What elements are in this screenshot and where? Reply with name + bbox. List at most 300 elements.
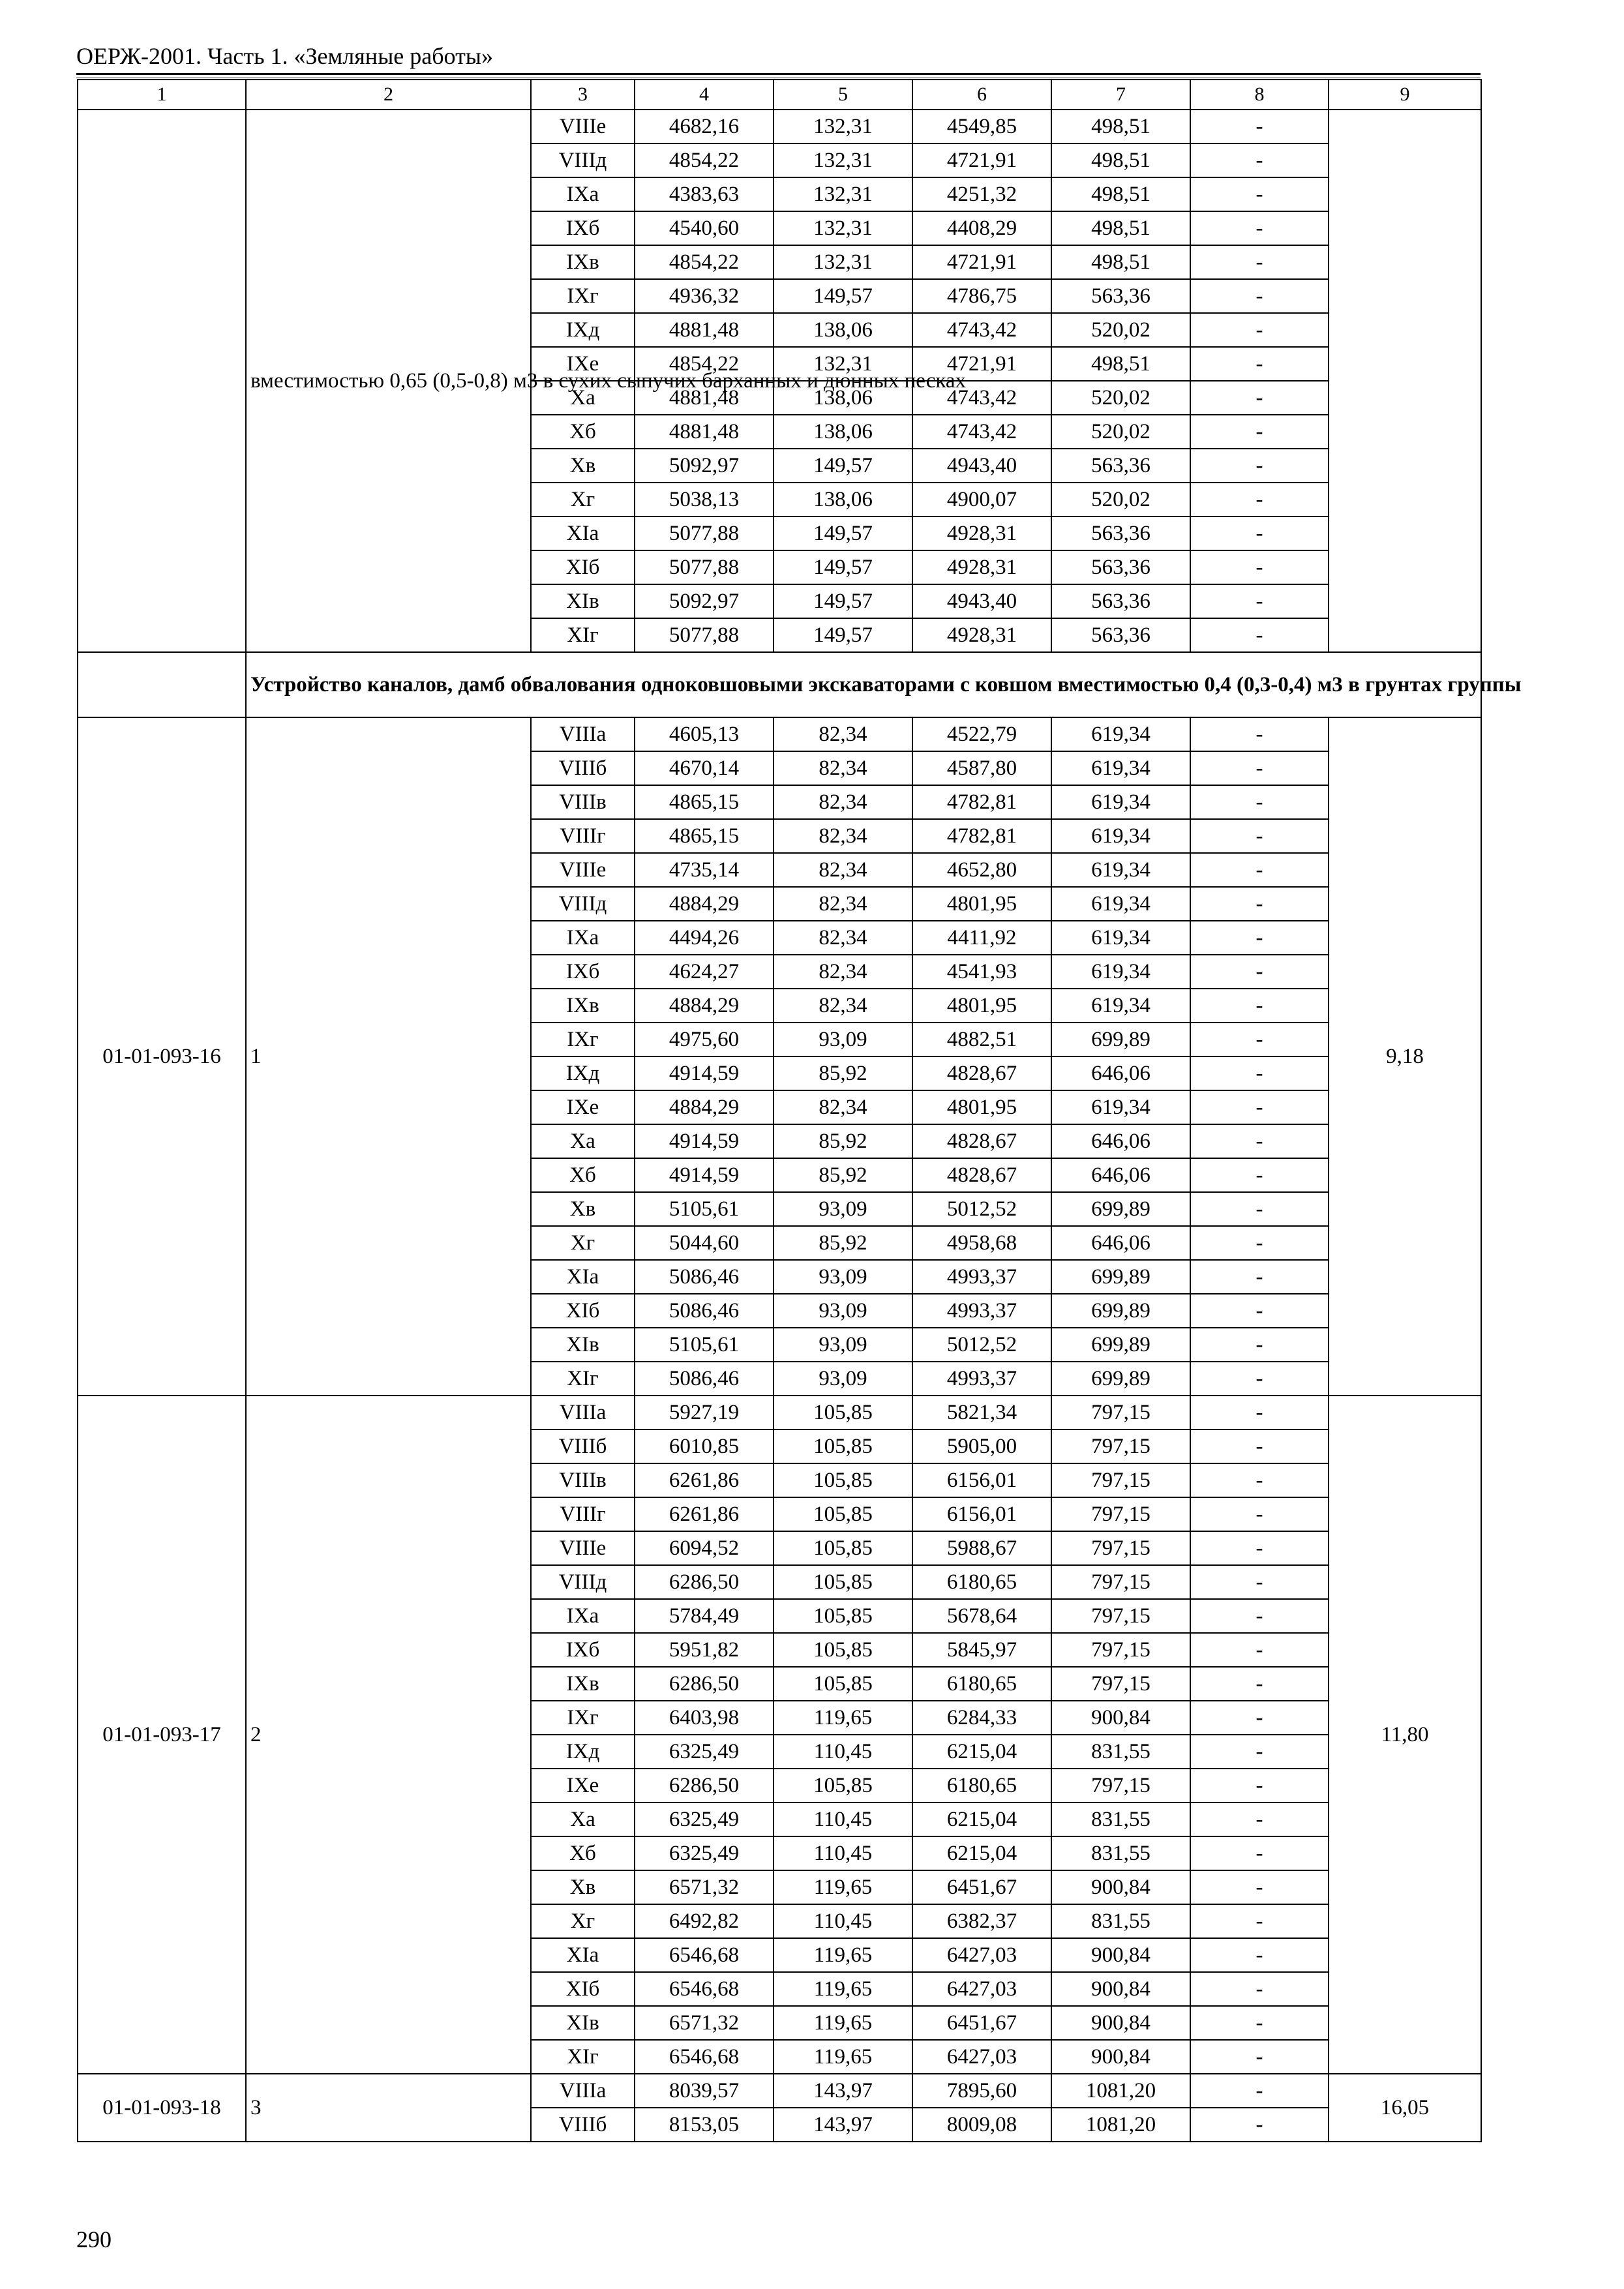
column-header: 4	[635, 80, 774, 110]
machinist-wage-cell: 520,02	[1051, 483, 1190, 516]
wage-cost-cell: 119,65	[774, 1870, 912, 1904]
material-cost-cell: -	[1190, 516, 1329, 550]
machine-cost-cell: 4928,31	[912, 550, 1051, 584]
column-header: 8	[1190, 80, 1329, 110]
total-cost-cell: 6571,32	[635, 1870, 774, 1904]
table-row	[78, 717, 1481, 751]
total-cost-cell: 4624,27	[635, 955, 774, 989]
wage-cost-cell: 105,85	[774, 1429, 912, 1463]
soil-group-cell: VIIIе	[531, 110, 635, 143]
total-cost-cell: 4605,13	[635, 717, 774, 751]
machinist-wage-cell: 619,34	[1051, 819, 1190, 853]
material-cost-cell: -	[1190, 584, 1329, 618]
wage-cost-cell: 82,34	[774, 853, 912, 887]
material-cost-cell: -	[1190, 887, 1329, 921]
labor-cost-cell: 11,80	[1329, 1396, 1481, 2074]
wage-cost-cell: 110,45	[774, 1904, 912, 1938]
material-cost-cell: -	[1190, 143, 1329, 177]
soil-group-cell: IXг	[531, 1701, 635, 1735]
machinist-wage-cell: 797,15	[1051, 1429, 1190, 1463]
machine-cost-cell: 4900,07	[912, 483, 1051, 516]
total-cost-cell: 5784,49	[635, 1599, 774, 1633]
machine-cost-cell: 6156,01	[912, 1497, 1051, 1531]
soil-group-cell: Xг	[531, 1226, 635, 1260]
machinist-wage-cell: 797,15	[1051, 1396, 1190, 1429]
table-row	[78, 1396, 1481, 1429]
material-cost-cell: -	[1190, 2108, 1329, 2142]
machinist-wage-cell: 900,84	[1051, 1701, 1190, 1735]
total-cost-cell: 4865,15	[635, 785, 774, 819]
material-cost-cell: -	[1190, 618, 1329, 652]
material-cost-cell: -	[1190, 1023, 1329, 1056]
total-cost-cell: 6546,68	[635, 2040, 774, 2074]
page-header: ОЕРЖ-2001. Часть 1. «Земляные работы»	[76, 43, 493, 69]
wage-cost-cell: 110,45	[774, 1735, 912, 1769]
machinist-wage-cell: 699,89	[1051, 1294, 1190, 1328]
soil-group-cell: VIIIг	[531, 1497, 635, 1531]
total-cost-cell: 4881,48	[635, 313, 774, 347]
wage-cost-cell: 85,92	[774, 1226, 912, 1260]
material-cost-cell: -	[1190, 1531, 1329, 1565]
machinist-wage-cell: 699,89	[1051, 1023, 1190, 1056]
material-cost-cell: -	[1190, 853, 1329, 887]
machinist-wage-cell: 831,55	[1051, 1904, 1190, 1938]
machine-cost-cell: 4801,95	[912, 1090, 1051, 1124]
machine-cost-cell: 6427,03	[912, 1938, 1051, 1972]
material-cost-cell: -	[1190, 1803, 1329, 1836]
total-cost-cell: 4854,22	[635, 245, 774, 279]
total-cost-cell: 4494,26	[635, 921, 774, 955]
rate-code-cell: 01-01-093-16	[78, 717, 246, 1396]
total-cost-cell: 4975,60	[635, 1023, 774, 1056]
total-cost-cell: 4854,22	[635, 347, 774, 381]
machine-cost-cell: 6180,65	[912, 1769, 1051, 1803]
table-row	[78, 110, 1481, 143]
machinist-wage-cell: 619,34	[1051, 989, 1190, 1023]
soil-group-cell: Xг	[531, 1904, 635, 1938]
machine-cost-cell: 5905,00	[912, 1429, 1051, 1463]
total-cost-cell: 5086,46	[635, 1260, 774, 1294]
machinist-wage-cell: 619,34	[1051, 785, 1190, 819]
machinist-wage-cell: 699,89	[1051, 1260, 1190, 1294]
machine-cost-cell: 4549,85	[912, 110, 1051, 143]
machine-cost-cell: 4828,67	[912, 1124, 1051, 1158]
material-cost-cell: -	[1190, 2040, 1329, 2074]
wage-cost-cell: 149,57	[774, 618, 912, 652]
machine-cost-cell: 4943,40	[912, 449, 1051, 483]
material-cost-cell: -	[1190, 1599, 1329, 1633]
material-cost-cell: -	[1190, 1362, 1329, 1396]
total-cost-cell: 4540,60	[635, 211, 774, 245]
machine-cost-cell: 6215,04	[912, 1836, 1051, 1870]
material-cost-cell: -	[1190, 1870, 1329, 1904]
soil-group-cell: XIг	[531, 2040, 635, 2074]
machinist-wage-cell: 699,89	[1051, 1328, 1190, 1362]
wage-cost-cell: 82,34	[774, 921, 912, 955]
total-cost-cell: 5092,97	[635, 449, 774, 483]
soil-group-cell: IXе	[531, 1769, 635, 1803]
soil-group-cell: VIIIб	[531, 751, 635, 785]
material-cost-cell: -	[1190, 1328, 1329, 1362]
soil-group-cell: XIa	[531, 1260, 635, 1294]
wage-cost-cell: 110,45	[774, 1836, 912, 1870]
machinist-wage-cell: 1081,20	[1051, 2074, 1190, 2108]
machine-cost-cell: 4993,37	[912, 1260, 1051, 1294]
total-cost-cell: 5077,88	[635, 516, 774, 550]
material-cost-cell: -	[1190, 1260, 1329, 1294]
soil-group-cell: Xв	[531, 1870, 635, 1904]
rate-code-cell	[78, 110, 246, 652]
soil-group-cell: VIIIе	[531, 853, 635, 887]
soil-group-cell: IXв	[531, 1667, 635, 1701]
page-number: 290	[76, 2226, 112, 2252]
machine-cost-cell: 4743,42	[912, 415, 1051, 449]
material-cost-cell: -	[1190, 717, 1329, 751]
machinist-wage-cell: 563,36	[1051, 550, 1190, 584]
material-cost-cell: -	[1190, 1633, 1329, 1667]
machine-cost-cell: 4251,32	[912, 177, 1051, 211]
total-cost-cell: 6325,49	[635, 1735, 774, 1769]
machine-cost-cell: 4801,95	[912, 989, 1051, 1023]
soil-group-cell: IXд	[531, 313, 635, 347]
section-spacer-cell	[78, 652, 246, 717]
soil-group-cell: VIIIб	[531, 1429, 635, 1463]
section-title-row	[78, 652, 1481, 717]
material-cost-cell: -	[1190, 1226, 1329, 1260]
machinist-wage-cell: 498,51	[1051, 110, 1190, 143]
wage-cost-cell: 119,65	[774, 2040, 912, 2074]
material-cost-cell: -	[1190, 245, 1329, 279]
soil-group-cell: VIIIе	[531, 1531, 635, 1565]
total-cost-cell: 8039,57	[635, 2074, 774, 2108]
material-cost-cell: -	[1190, 1294, 1329, 1328]
labor-cost-cell: 9,18	[1329, 717, 1481, 1396]
material-cost-cell: -	[1190, 1429, 1329, 1463]
machine-cost-cell: 6215,04	[912, 1735, 1051, 1769]
machinist-wage-cell: 900,84	[1051, 1870, 1190, 1904]
machinist-wage-cell: 900,84	[1051, 1938, 1190, 1972]
wage-cost-cell: 132,31	[774, 211, 912, 245]
total-cost-cell: 6094,52	[635, 1531, 774, 1565]
machine-cost-cell: 6215,04	[912, 1803, 1051, 1836]
machinist-wage-cell: 797,15	[1051, 1531, 1190, 1565]
total-cost-cell: 6403,98	[635, 1701, 774, 1735]
material-cost-cell: -	[1190, 483, 1329, 516]
total-cost-cell: 4884,29	[635, 989, 774, 1023]
wage-cost-cell: 82,34	[774, 1090, 912, 1124]
machine-cost-cell: 5678,64	[912, 1599, 1051, 1633]
machine-cost-cell: 4541,93	[912, 955, 1051, 989]
total-cost-cell: 8153,05	[635, 2108, 774, 2142]
total-cost-cell: 4865,15	[635, 819, 774, 853]
total-cost-cell: 5105,61	[635, 1192, 774, 1226]
machine-cost-cell: 4721,91	[912, 245, 1051, 279]
soil-group-cell: Xб	[531, 1158, 635, 1192]
machinist-wage-cell: 699,89	[1051, 1362, 1190, 1396]
wage-cost-cell: 82,34	[774, 989, 912, 1023]
material-cost-cell: -	[1190, 785, 1329, 819]
rates-table	[77, 79, 1522, 2142]
machine-cost-cell: 4721,91	[912, 347, 1051, 381]
total-cost-cell: 6546,68	[635, 1972, 774, 2006]
machinist-wage-cell: 831,55	[1051, 1735, 1190, 1769]
machinist-wage-cell: 498,51	[1051, 177, 1190, 211]
wage-cost-cell: 82,34	[774, 751, 912, 785]
total-cost-cell: 4854,22	[635, 143, 774, 177]
material-cost-cell: -	[1190, 1836, 1329, 1870]
wage-cost-cell: 105,85	[774, 1633, 912, 1667]
soil-group-cell: Xв	[531, 1192, 635, 1226]
machinist-wage-cell: 797,15	[1051, 1599, 1190, 1633]
machinist-wage-cell: 619,34	[1051, 751, 1190, 785]
total-cost-cell: 5951,82	[635, 1633, 774, 1667]
total-cost-cell: 6286,50	[635, 1769, 774, 1803]
machine-cost-cell: 6284,33	[912, 1701, 1051, 1735]
wage-cost-cell: 119,65	[774, 1701, 912, 1735]
machine-cost-cell: 4782,81	[912, 819, 1051, 853]
soil-group-cell: IXб	[531, 211, 635, 245]
material-cost-cell: -	[1190, 177, 1329, 211]
wage-cost-cell: 132,31	[774, 110, 912, 143]
wage-cost-cell: 132,31	[774, 245, 912, 279]
machinist-wage-cell: 563,36	[1051, 516, 1190, 550]
total-cost-cell: 5086,46	[635, 1362, 774, 1396]
machinist-wage-cell: 619,34	[1051, 955, 1190, 989]
machine-cost-cell: 4928,31	[912, 516, 1051, 550]
machinist-wage-cell: 563,36	[1051, 279, 1190, 313]
total-cost-cell: 4914,59	[635, 1056, 774, 1090]
column-header: 5	[774, 80, 912, 110]
total-cost-cell: 5077,88	[635, 550, 774, 584]
total-cost-cell: 4914,59	[635, 1124, 774, 1158]
column-header: 2	[246, 80, 531, 110]
soil-group-cell: XIг	[531, 618, 635, 652]
machine-cost-cell: 4801,95	[912, 887, 1051, 921]
soil-group-cell: VIIIд	[531, 887, 635, 921]
soil-group-cell: IXa	[531, 921, 635, 955]
material-cost-cell: -	[1190, 819, 1329, 853]
machine-cost-cell: 6180,65	[912, 1667, 1051, 1701]
material-cost-cell: -	[1190, 550, 1329, 584]
machinist-wage-cell: 563,36	[1051, 618, 1190, 652]
wage-cost-cell: 149,57	[774, 516, 912, 550]
total-cost-cell: 6571,32	[635, 2006, 774, 2040]
wage-cost-cell: 149,57	[774, 449, 912, 483]
material-cost-cell: -	[1190, 1701, 1329, 1735]
machinist-wage-cell: 520,02	[1051, 381, 1190, 415]
item-number-cell: 2	[246, 1396, 531, 2074]
wage-cost-cell: 132,31	[774, 177, 912, 211]
material-cost-cell: -	[1190, 1972, 1329, 2006]
total-cost-cell: 4682,16	[635, 110, 774, 143]
wage-cost-cell: 138,06	[774, 483, 912, 516]
machinist-wage-cell: 646,06	[1051, 1124, 1190, 1158]
machinist-wage-cell: 563,36	[1051, 449, 1190, 483]
wage-cost-cell: 105,85	[774, 1667, 912, 1701]
soil-group-cell: IXг	[531, 279, 635, 313]
machinist-wage-cell: 1081,20	[1051, 2108, 1190, 2142]
machinist-wage-cell: 831,55	[1051, 1836, 1190, 1870]
wage-cost-cell: 85,92	[774, 1158, 912, 1192]
machine-cost-cell: 4943,40	[912, 584, 1051, 618]
machine-cost-cell: 4828,67	[912, 1056, 1051, 1090]
wage-cost-cell: 105,85	[774, 1565, 912, 1599]
soil-group-cell: IXд	[531, 1056, 635, 1090]
machine-cost-cell: 4408,29	[912, 211, 1051, 245]
wage-cost-cell: 143,97	[774, 2074, 912, 2108]
total-cost-cell: 4884,29	[635, 887, 774, 921]
column-header: 7	[1051, 80, 1190, 110]
material-cost-cell: -	[1190, 1192, 1329, 1226]
soil-group-cell: IXв	[531, 989, 635, 1023]
wage-cost-cell: 82,34	[774, 819, 912, 853]
soil-group-cell: XIa	[531, 1938, 635, 1972]
total-cost-cell: 4881,48	[635, 381, 774, 415]
wage-cost-cell: 105,85	[774, 1497, 912, 1531]
column-header: 1	[78, 80, 246, 110]
material-cost-cell: -	[1190, 211, 1329, 245]
total-cost-cell: 4383,63	[635, 177, 774, 211]
machinist-wage-cell: 699,89	[1051, 1192, 1190, 1226]
material-cost-cell: -	[1190, 313, 1329, 347]
machinist-wage-cell: 646,06	[1051, 1056, 1190, 1090]
total-cost-cell: 6261,86	[635, 1463, 774, 1497]
machine-cost-cell: 4743,42	[912, 381, 1051, 415]
material-cost-cell: -	[1190, 1735, 1329, 1769]
material-cost-cell: -	[1190, 2006, 1329, 2040]
total-cost-cell: 5086,46	[635, 1294, 774, 1328]
machinist-wage-cell: 520,02	[1051, 415, 1190, 449]
wage-cost-cell: 93,09	[774, 1362, 912, 1396]
machine-cost-cell: 4958,68	[912, 1226, 1051, 1260]
machinist-wage-cell: 563,36	[1051, 584, 1190, 618]
machinist-wage-cell: 797,15	[1051, 1497, 1190, 1531]
soil-group-cell: IXе	[531, 1090, 635, 1124]
material-cost-cell: -	[1190, 1396, 1329, 1429]
total-cost-cell: 4881,48	[635, 415, 774, 449]
machine-cost-cell: 5821,34	[912, 1396, 1051, 1429]
total-cost-cell: 4670,14	[635, 751, 774, 785]
total-cost-cell: 5927,19	[635, 1396, 774, 1429]
machinist-wage-cell: 797,15	[1051, 1633, 1190, 1667]
total-cost-cell: 4735,14	[635, 853, 774, 887]
wage-cost-cell: 105,85	[774, 1769, 912, 1803]
machine-cost-cell: 8009,08	[912, 2108, 1051, 2142]
material-cost-cell: -	[1190, 1056, 1329, 1090]
soil-group-cell: Xг	[531, 483, 635, 516]
machine-cost-cell: 6451,67	[912, 1870, 1051, 1904]
wage-cost-cell: 82,34	[774, 887, 912, 921]
wage-cost-cell: 119,65	[774, 2006, 912, 2040]
total-cost-cell: 5105,61	[635, 1328, 774, 1362]
soil-group-cell: VIIIг	[531, 819, 635, 853]
total-cost-cell: 5092,97	[635, 584, 774, 618]
item-number-cell: 1	[246, 717, 531, 1396]
total-cost-cell: 6261,86	[635, 1497, 774, 1531]
wage-cost-cell: 119,65	[774, 1972, 912, 2006]
machinist-wage-cell: 797,15	[1051, 1667, 1190, 1701]
column-header-row	[78, 80, 1481, 110]
machine-cost-cell: 6180,65	[912, 1565, 1051, 1599]
soil-group-cell: Xa	[531, 1124, 635, 1158]
machine-cost-cell: 4993,37	[912, 1294, 1051, 1328]
machinist-wage-cell: 900,84	[1051, 2040, 1190, 2074]
soil-group-cell: XIв	[531, 2006, 635, 2040]
material-cost-cell: -	[1190, 2074, 1329, 2108]
machinist-wage-cell: 646,06	[1051, 1158, 1190, 1192]
wage-cost-cell: 149,57	[774, 584, 912, 618]
wage-cost-cell: 85,92	[774, 1124, 912, 1158]
rate-code-cell: 01-01-093-17	[78, 1396, 246, 2074]
wage-cost-cell: 105,85	[774, 1463, 912, 1497]
soil-group-cell: IXб	[531, 955, 635, 989]
material-cost-cell: -	[1190, 1090, 1329, 1124]
total-cost-cell: 5044,60	[635, 1226, 774, 1260]
machinist-wage-cell: 900,84	[1051, 2006, 1190, 2040]
soil-group-cell: VIIIa	[531, 2074, 635, 2108]
machine-cost-cell: 4522,79	[912, 717, 1051, 751]
total-cost-cell: 5038,13	[635, 483, 774, 516]
soil-group-cell: XIв	[531, 584, 635, 618]
machinist-wage-cell: 498,51	[1051, 211, 1190, 245]
wage-cost-cell: 105,85	[774, 1599, 912, 1633]
material-cost-cell: -	[1190, 955, 1329, 989]
machinist-wage-cell: 797,15	[1051, 1463, 1190, 1497]
machine-cost-cell: 4411,92	[912, 921, 1051, 955]
machine-cost-cell: 4587,80	[912, 751, 1051, 785]
total-cost-cell: 6325,49	[635, 1803, 774, 1836]
soil-group-cell: IXе	[531, 347, 635, 381]
machine-cost-cell: 4721,91	[912, 143, 1051, 177]
machine-cost-cell: 7895,60	[912, 2074, 1051, 2108]
material-cost-cell: -	[1190, 1497, 1329, 1531]
soil-group-cell: XIг	[531, 1362, 635, 1396]
material-cost-cell: -	[1190, 1124, 1329, 1158]
machine-cost-cell: 6427,03	[912, 2040, 1051, 2074]
material-cost-cell: -	[1190, 989, 1329, 1023]
machinist-wage-cell: 831,55	[1051, 1803, 1190, 1836]
wage-cost-cell: 85,92	[774, 1056, 912, 1090]
machine-cost-cell: 4828,67	[912, 1158, 1051, 1192]
material-cost-cell: -	[1190, 1904, 1329, 1938]
total-cost-cell: 4884,29	[635, 1090, 774, 1124]
material-cost-cell: -	[1190, 1667, 1329, 1701]
soil-group-cell: IXa	[531, 1599, 635, 1633]
table-row	[78, 2074, 1481, 2108]
machine-cost-cell: 6382,37	[912, 1904, 1051, 1938]
soil-group-cell: IXб	[531, 1633, 635, 1667]
material-cost-cell: -	[1190, 110, 1329, 143]
machine-cost-cell: 6451,67	[912, 2006, 1051, 2040]
soil-group-cell: Xa	[531, 381, 635, 415]
section-title: Устройство каналов, дамб обвалования одноковшовыми экскаваторами с ковшом вместимостью 0,4 (0,3-0,4) м3 в грунтах группы	[246, 652, 1481, 717]
labor-cost-cell: 16,05	[1329, 2074, 1481, 2142]
column-header: 9	[1329, 80, 1481, 110]
wage-cost-cell: 132,31	[774, 347, 912, 381]
rate-code-cell: 01-01-093-18	[78, 2074, 246, 2142]
soil-group-cell: Xб	[531, 415, 635, 449]
soil-group-cell: XIб	[531, 1972, 635, 2006]
material-cost-cell: -	[1190, 381, 1329, 415]
soil-group-cell: IXд	[531, 1735, 635, 1769]
wage-cost-cell: 93,09	[774, 1023, 912, 1056]
soil-group-cell: IXв	[531, 245, 635, 279]
machinist-wage-cell: 498,51	[1051, 143, 1190, 177]
total-cost-cell: 6546,68	[635, 1938, 774, 1972]
total-cost-cell: 4914,59	[635, 1158, 774, 1192]
machinist-wage-cell: 619,34	[1051, 717, 1190, 751]
soil-group-cell: Xб	[531, 1836, 635, 1870]
